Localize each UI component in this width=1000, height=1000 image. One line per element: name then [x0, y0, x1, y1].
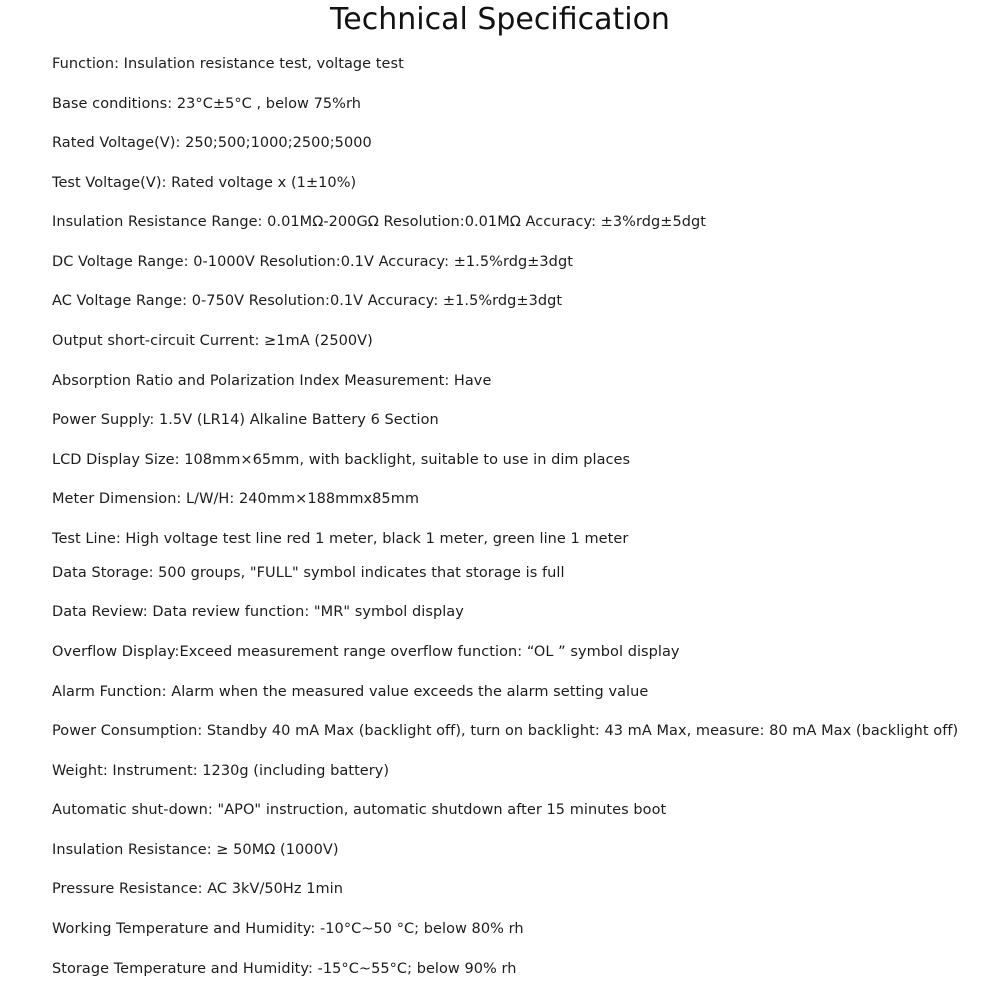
- spec-automatic-shutdown: Automatic shut-down: "APO" instruction, automatic shutdown after 15 minutes boot: [52, 802, 667, 818]
- spec-ac-voltage-range: AC Voltage Range: 0-750V Resolution:0.1V Accuracy: ±1.5%rdg±3dgt: [52, 293, 563, 309]
- spec-meter-dimension: Meter Dimension: L/W/H: 240mm×188mmx85mm: [52, 491, 420, 507]
- spec-function: Function: Insulation resistance test, voltage test: [52, 56, 404, 72]
- spec-insulation-resistance: Insulation Resistance: ≥ 50MΩ (1000V): [52, 842, 339, 858]
- spec-data-review: Data Review: Data review function: "MR" symbol display: [52, 604, 464, 620]
- spec-rated-voltage: Rated Voltage(V): 250;500;1000;2500;5000: [52, 135, 372, 151]
- spec-weight: Weight: Instrument: 1230g (including battery): [52, 763, 390, 779]
- spec-working-temperature: Working Temperature and Humidity: -10°C~50 °C; below 80% rh: [52, 921, 524, 937]
- spec-data-storage: Data Storage: 500 groups, "FULL" symbol indicates that storage is full: [52, 565, 565, 581]
- spec-absorption-ratio: Absorption Ratio and Polarization Index Measurement: Have: [52, 373, 492, 389]
- spec-alarm-function: Alarm Function: Alarm when the measured value exceeds the alarm setting value: [52, 684, 649, 700]
- spec-test-line: Test Line: High voltage test line red 1 meter, black 1 meter, green line 1 meter: [52, 531, 629, 547]
- spec-lcd-display-size: LCD Display Size: 108mm×65mm, with backlight, suitable to use in dim places: [52, 452, 631, 468]
- spec-base-conditions: Base conditions: 23°C±5°C , below 75%rh: [52, 96, 361, 112]
- spec-power-consumption: Power Consumption: Standby 40 mA Max (backlight off), turn on backlight: 43 mA Max, measure: 80 mA Max (backlight off): [52, 723, 959, 739]
- spec-storage-temperature: Storage Temperature and Humidity: -15°C~55°C; below 90% rh: [52, 961, 517, 977]
- spec-power-supply: Power Supply: 1.5V (LR14) Alkaline Battery 6 Section: [52, 412, 439, 428]
- spec-pressure-resistance: Pressure Resistance: AC 3kV/50Hz 1min: [52, 881, 343, 897]
- page-title: Technical Specification: [330, 2, 670, 37]
- spec-output-short-circuit-current: Output short-circuit Current: ≥1mA (2500V): [52, 333, 373, 349]
- spec-test-voltage: Test Voltage(V): Rated voltage x (1±10%): [52, 175, 357, 191]
- spec-overflow-display: Overflow Display:Exceed measurement range overflow function: “OL ” symbol display: [52, 644, 680, 660]
- spec-insulation-resistance-range: Insulation Resistance Range: 0.01MΩ-200GΩ Resolution:0.01MΩ Accuracy: ±3%rdg±5dgt: [52, 214, 706, 230]
- spec-dc-voltage-range: DC Voltage Range: 0-1000V Resolution:0.1V Accuracy: ±1.5%rdg±3dgt: [52, 254, 573, 270]
